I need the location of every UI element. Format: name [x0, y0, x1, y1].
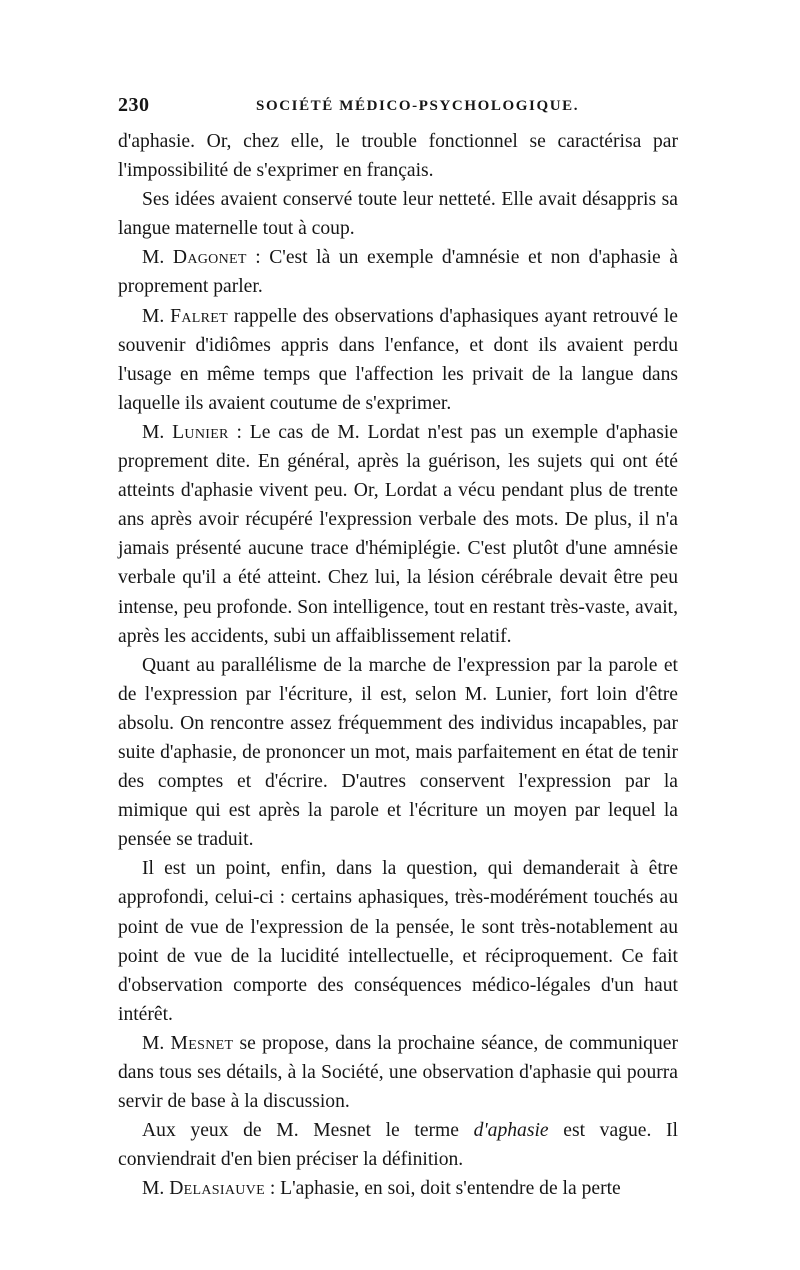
speaker-prefix: M. — [142, 1032, 171, 1054]
italic-term: d'aphasie — [473, 1120, 549, 1142]
speaker-name: Mesnet — [170, 1032, 234, 1054]
speaker-prefix: M. — [142, 305, 171, 327]
speaker-prefix: M. — [142, 1178, 170, 1200]
paragraph-text: : Le cas de M. Lordat n'est pas un exemple d'aphasie proprement dite. En général, après la guérison, les sujets qui ont été atteints d'aphasie vivent peu. Or, Lordat a vécu pendant plus de trente ans après avoir récupéré l'expression verbale des mots. De plus, il n'a jamais présenté aucune trace d'hémiplégie. C'est plutôt d'une amnésie verbale qu'il a été atteint. Chez lui, la lésion cérébrale devait être peu intense, peu profonde. Son intelligence, tout en restant très-vaste, avait, après les accidents, subi un affaiblissement relatif. — [118, 421, 678, 647]
speaker-name: Lunier — [172, 421, 229, 443]
speaker-name: Dagonet — [172, 247, 247, 269]
paragraph-5 — [118, 418, 678, 651]
running-head: SOCIÉTÉ MÉDICO-PSYCHOLOGIQUE. — [256, 98, 580, 114]
paragraph-text: : L'aphasie, en soi, doit s'entendre de la perte — [264, 1178, 621, 1200]
paragraph-2 — [118, 185, 678, 243]
speaker-name: Falret — [170, 305, 228, 327]
page-number: 230 — [118, 94, 150, 116]
paragraph-7 — [118, 854, 678, 1029]
paragraph-text: Quant au parallélisme de la marche de l'expression par la parole et de l'expression par l'écriture, il est, selon M. Lunier, fort loin d'être absolu. On rencontre assez fréquemment des individus incapables, par suite d'aphasie, de prononcer un mot, mais parfaitement en état de tenir des comptes et d'écrire. D'autres conservent l'expression par la mimique qui est après la parole et l'écriture un moyen par lequel la pensée se traduit. — [118, 654, 678, 851]
paragraph-8 — [118, 1029, 678, 1116]
page-header — [118, 94, 678, 124]
speaker-prefix: M. — [142, 247, 173, 269]
paragraph-10 — [118, 1174, 678, 1203]
paragraph-4 — [118, 302, 678, 418]
paragraph-6 — [118, 651, 678, 855]
paragraph-text: se propose, dans la prochaine séance, de communiquer dans tous ses détails, à la Société, une observation d'aphasie qui pourra servir de base à la discussion. — [118, 1032, 678, 1113]
body-text — [118, 127, 678, 1203]
paragraph-3 — [118, 243, 678, 301]
paragraph-text: Il est un point, enfin, dans la question, qui demanderait à être approfondi, celui-ci : certains aphasiques, très-modérément touchés au point de vue de l'expression de la pensée, le sont très-notablement au point de vue de la lucidité intellectuelle, et réciproquement. Ce fait d'observation comporte des conséquences médico-légales d'un haut intérêt. — [118, 858, 678, 1025]
paragraph-9 — [118, 1116, 678, 1174]
speaker-name: Delasiauve — [169, 1178, 265, 1200]
paragraph-text: est vague. Il conviendrait d'en bien préciser la définition. — [118, 1120, 678, 1171]
speaker-prefix: M. — [142, 421, 173, 443]
paragraph-text: : C'est là un exemple d'amnésie et non d'aphasie à proprement parler. — [118, 247, 678, 298]
paragraph-1 — [118, 127, 678, 185]
paragraph-text: rappelle des observations d'aphasiques ayant retrouvé le souvenir d'idiômes appris dans l'enfance, et dont ils avaient perdu l'usage en même temps que l'affection les privait de la langue dans laquelle ils avaient coutume de s'exprimer. — [118, 305, 678, 414]
paragraph-text-before: Aux yeux de M. Mesnet le terme — [142, 1120, 474, 1142]
paragraph-text: d'aphasie. Or, chez elle, le trouble fonctionnel se caractérisa par l'impossibilité de s'exprimer en français. — [118, 131, 678, 182]
paragraph-text: Ses idées avaient conservé toute leur netteté. Elle avait désappris sa langue maternelle tout à coup. — [118, 189, 678, 240]
